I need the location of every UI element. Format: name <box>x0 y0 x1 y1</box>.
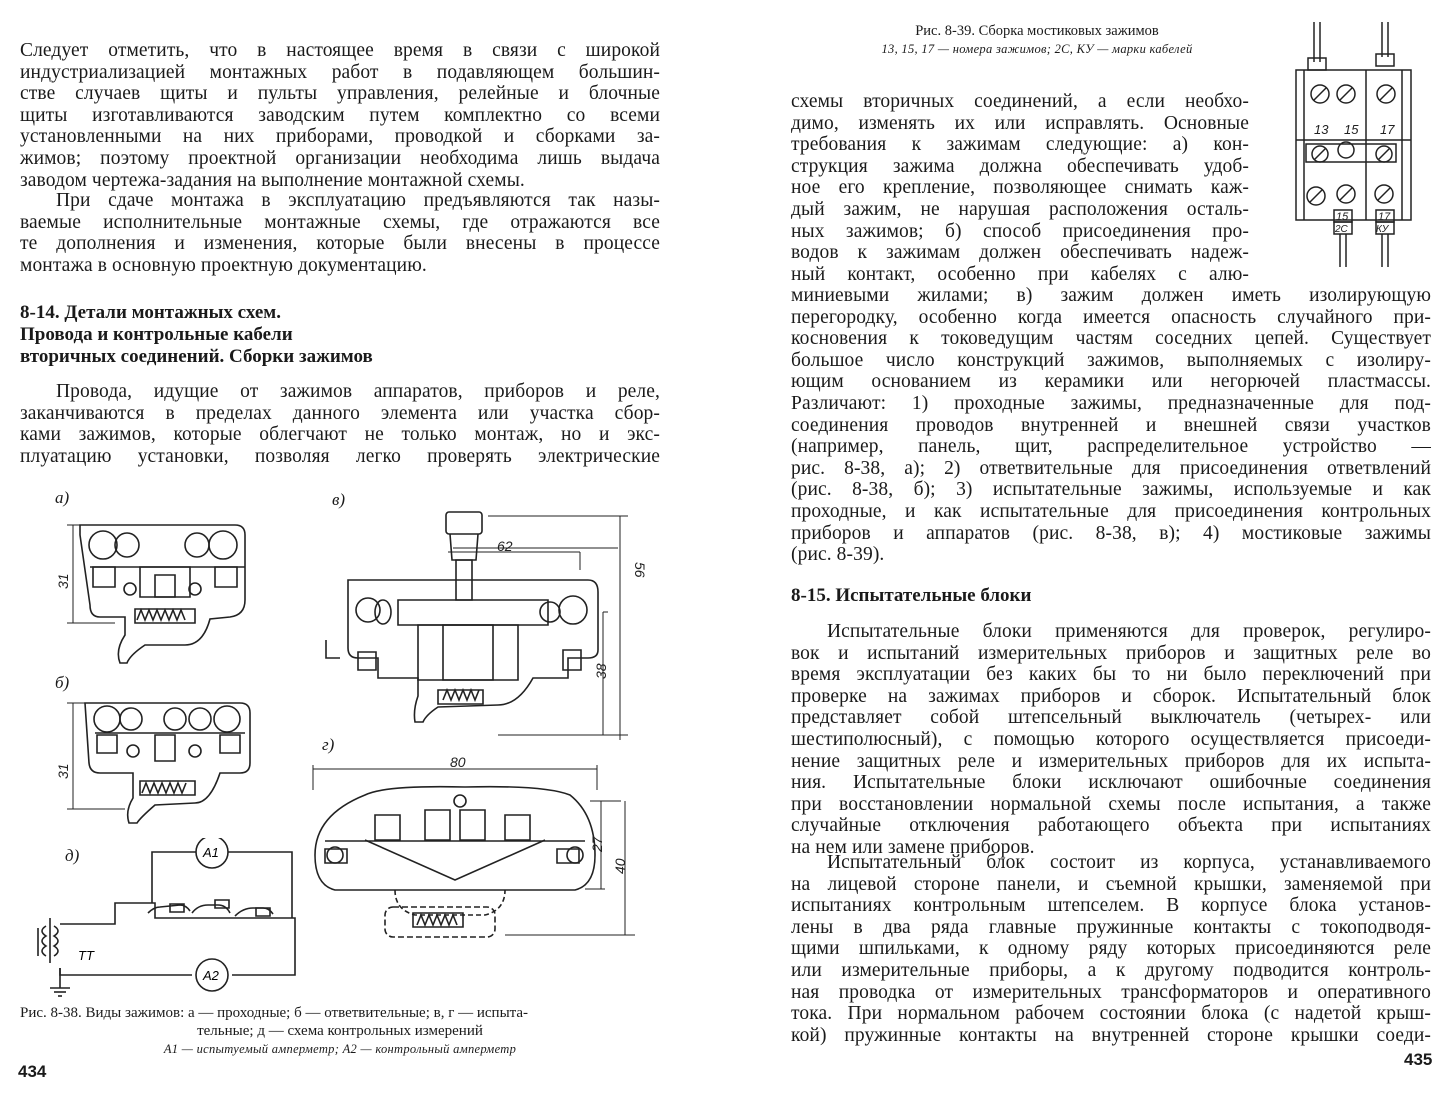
text-line: Провода, идущие от зажимов аппаратов, приборов и реле, <box>56 381 660 402</box>
left-para-1 <box>20 40 660 191</box>
text-line: на лицевой стороне панели, и съемной крышки, заменяемой при <box>791 873 1431 895</box>
section-heading-8-14 <box>20 302 373 368</box>
heading-line: 8-14. Детали монтажных схем. <box>20 302 281 323</box>
text-line: на нем или замене приборов. <box>791 836 1035 858</box>
text-line: ками зажимов, которые облегчают не только монтаж, но и экс- <box>20 424 660 446</box>
text-line: миниевыми жилами; в) зажим должен иметь изолирующую <box>791 285 1431 306</box>
dimension-label: 31 <box>55 573 71 589</box>
text-line: испытаниях контрольным штепселем. В корпусе блока установ- <box>791 895 1431 917</box>
text-line: ный контакт, особенно при кабелях с алю- <box>791 263 1249 285</box>
section-heading-8-15: 8-15. Испытательные блоки <box>791 585 1032 606</box>
text-line: проходные, и как испытательные для присоединения контрольных <box>791 500 1431 522</box>
caption-line: Рис. 8-38. Виды зажимов: а — проходные; б — ответвительные; в, г — испыта- <box>20 1005 529 1021</box>
text-line: заканчиваются в пределах данного элемента или участка сбор- <box>20 402 660 424</box>
terminal-drawing-a <box>45 505 265 675</box>
text-line: вок и испытаний измерительных приборов и защитных реле во <box>791 642 1431 664</box>
terminal-number-17-lower: 17 <box>1378 211 1391 223</box>
text-line: те дополнения и изменения, которые были внесены в процессе <box>20 233 660 255</box>
cable-mark-ku: КУ <box>1376 224 1389 235</box>
page-number-left: 434 <box>18 1062 47 1081</box>
terminal-number-13: 13 <box>1314 122 1329 137</box>
caption-line: 13, 15, 17 — номера зажимов; 2С, КУ — марки кабелей <box>881 42 1193 56</box>
text-line: (рис. 8-38, б); 3) испытательные зажимы, используемые и как <box>791 479 1431 501</box>
figure-label-v: в) <box>332 490 346 509</box>
text-line: установленными на них приборами, проводкой и сборками за- <box>20 126 660 148</box>
text-line: ваемые исполнительные монтажные схемы, где отражаются все <box>20 211 660 233</box>
figure-label-g: г) <box>322 735 335 754</box>
text-line: При сдаче монтажа в эксплуатацию предъявляются так назы- <box>56 190 660 211</box>
text-line: Испытательный блок состоит из корпуса, устанавливаемого <box>827 852 1431 873</box>
dimension-label: 38 <box>593 663 609 679</box>
dimension-56 <box>630 556 650 586</box>
left-para-3 <box>20 381 660 467</box>
dimension-label: 40 <box>612 858 628 874</box>
dimension-62 <box>495 536 535 556</box>
text-line: требования к зажимам следующие: а) кон- <box>791 134 1249 156</box>
measuring-circuit-d <box>20 838 310 998</box>
left-para-2 <box>20 190 660 276</box>
text-line: рис. 8-38, а); 2) ответвительные для присоединения ответвлений <box>791 457 1431 479</box>
text-line: тока. При нормальном рабочем состоянии блока (с надетой крыш- <box>791 1003 1431 1025</box>
text-line: Следует отметить, что в настоящее время в связи с широкой <box>20 40 660 61</box>
text-line: ное его крепление, позволяющее снимать каж- <box>791 177 1249 199</box>
right-para-1-narrow <box>791 91 1249 285</box>
terminal-drawing-v <box>318 500 648 745</box>
text-line: щиты изготавливаются заводским путем комплектно со всеми <box>20 104 660 126</box>
text-line: ных зажимов; б) способ присоединения про- <box>791 220 1249 242</box>
text-line: (например, панель, щит, распределительное устройство — <box>791 436 1431 458</box>
text-line: ная проводка от измерительных трансформаторов и оперативного <box>791 981 1431 1003</box>
dimension-38 <box>590 655 610 685</box>
right-para-2 <box>791 621 1431 859</box>
text-line: время эксплуатации без каких бы то ни было переключений при <box>791 664 1431 686</box>
terminal-number-17: 17 <box>1380 122 1395 137</box>
text-line: косновения к токоведущим частям соседних цепей. Существует <box>791 328 1431 350</box>
dimension-label: 56 <box>632 562 648 578</box>
terminal-number-15: 15 <box>1344 122 1359 137</box>
terminal-number-15-lower: 15 <box>1336 211 1349 223</box>
heading-line: вторичных соединений. Сборки зажимов <box>20 346 373 367</box>
page-number-right: 435 <box>1404 1050 1433 1069</box>
dimension-label: 80 <box>450 754 466 770</box>
dimension-80 <box>448 752 488 772</box>
ammeter-a1-label: A1 <box>203 845 219 860</box>
text-line: димо, изменять их или исправлять. Основные <box>791 112 1249 134</box>
figure-caption-8-39 <box>797 22 1277 58</box>
figure-label-b: б) <box>55 673 70 692</box>
right-para-1-wide <box>791 285 1431 566</box>
text-line: перегородку, особенно когда имеется опасность случайного при- <box>791 306 1431 328</box>
dimension-27 <box>587 828 607 858</box>
caption-line: А1 — испытуемый амперметр; А2 — контрольный амперметр <box>163 1042 517 1056</box>
text-line: приборов и аппаратов (рис. 8-38, в); 4) мостиковые зажимы <box>791 522 1431 544</box>
text-line: шестиполюсный), с помощью которого осуществляется присоеди- <box>791 728 1431 750</box>
text-line: кой) пружинные контакты на внутренней стороне крышки соеди- <box>791 1024 1431 1046</box>
text-line: щими шпильками, к одному ряду которых присоединяются реле <box>791 938 1431 960</box>
dimension-31-b <box>53 755 73 785</box>
text-line: проверке на зажимах приборов и сборок. Испытательный блок <box>791 685 1431 707</box>
caption-line: Рис. 8-39. Сборка мостиковых зажимов <box>915 23 1159 39</box>
text-line: (рис. 8-39). <box>791 544 885 566</box>
text-line: заводом чертежа-задания на выполнение монтажной схемы. <box>20 169 525 191</box>
figure-label-d: д) <box>65 846 80 865</box>
text-line: соединения проводов внутренней и внешней связи участков <box>791 414 1431 436</box>
text-line: представляет собой штепсельный выключатель (четырех- или <box>791 707 1431 729</box>
dimension-label: 31 <box>55 763 71 779</box>
text-line: нение защитных реле и измерительных приборов для их испыта- <box>791 750 1431 772</box>
bridge-terminals-drawing <box>1284 22 1424 267</box>
text-line: лены в два ряда главные пружинные контакты с токоподводя- <box>791 916 1431 938</box>
text-line: плуатацию установки, позволяя легко проверять электрические <box>20 445 660 467</box>
text-line: струкция зажима должна обеспечивать удоб- <box>791 155 1249 177</box>
right-para-3 <box>791 852 1431 1046</box>
caption-line: тельные; д — схема контрольных измерений <box>197 1023 483 1039</box>
text-line: ющим основанием из керамики или негорючей пластмассы. <box>791 371 1431 393</box>
dimension-40 <box>610 850 630 880</box>
text-line: монтажа в основную проектную документацию. <box>20 254 427 276</box>
right-page <box>727 0 1454 1093</box>
text-line: Испытательные блоки применяются для проверок, регулиро- <box>827 621 1431 642</box>
dimension-31-a <box>53 565 73 595</box>
text-line: или измерительные приборы, а к другому подводится контроль- <box>791 959 1431 981</box>
heading-line: Провода и контрольные кабели <box>20 324 293 345</box>
figure-label-a: а) <box>55 488 70 507</box>
dimension-label: 27 <box>589 836 605 852</box>
dimension-label: 62 <box>497 538 513 554</box>
ammeter-a2-label: A2 <box>203 968 219 983</box>
text-line: жимов; поэтому проектной организации необходима лишь выдача <box>20 147 660 169</box>
figure-caption-8-38 <box>20 1004 660 1058</box>
terminal-drawing-b <box>45 693 265 843</box>
text-line: ния. Испытательные блоки исключают ошибочные соединения <box>791 772 1431 794</box>
text-line: водов к зажимам должен обеспечивать надеж- <box>791 242 1249 264</box>
cable-mark-2c: 2С <box>1335 224 1348 235</box>
tt-label: ТТ <box>78 948 94 963</box>
text-line: стве случаев щиты и пульты управления, релейные и блочные <box>20 83 660 105</box>
text-line: случайные отключения работающего объекта при испытаниях <box>791 815 1431 837</box>
text-line: большое число конструкций зажимов, выполняемых с изолиру- <box>791 349 1431 371</box>
text-line: Различают: 1) проходные зажимы, предназначенные для под- <box>791 392 1431 414</box>
text-line: при восстановлении нормальной схемы после испытания, а также <box>791 793 1431 815</box>
text-line: схемы вторичных соединений, а если необхо- <box>791 91 1249 112</box>
text-line: индустриализацией монтажных работ в подавляющем большин- <box>20 61 660 83</box>
text-line: дый зажим, не нарушая расположения осталь- <box>791 198 1249 220</box>
